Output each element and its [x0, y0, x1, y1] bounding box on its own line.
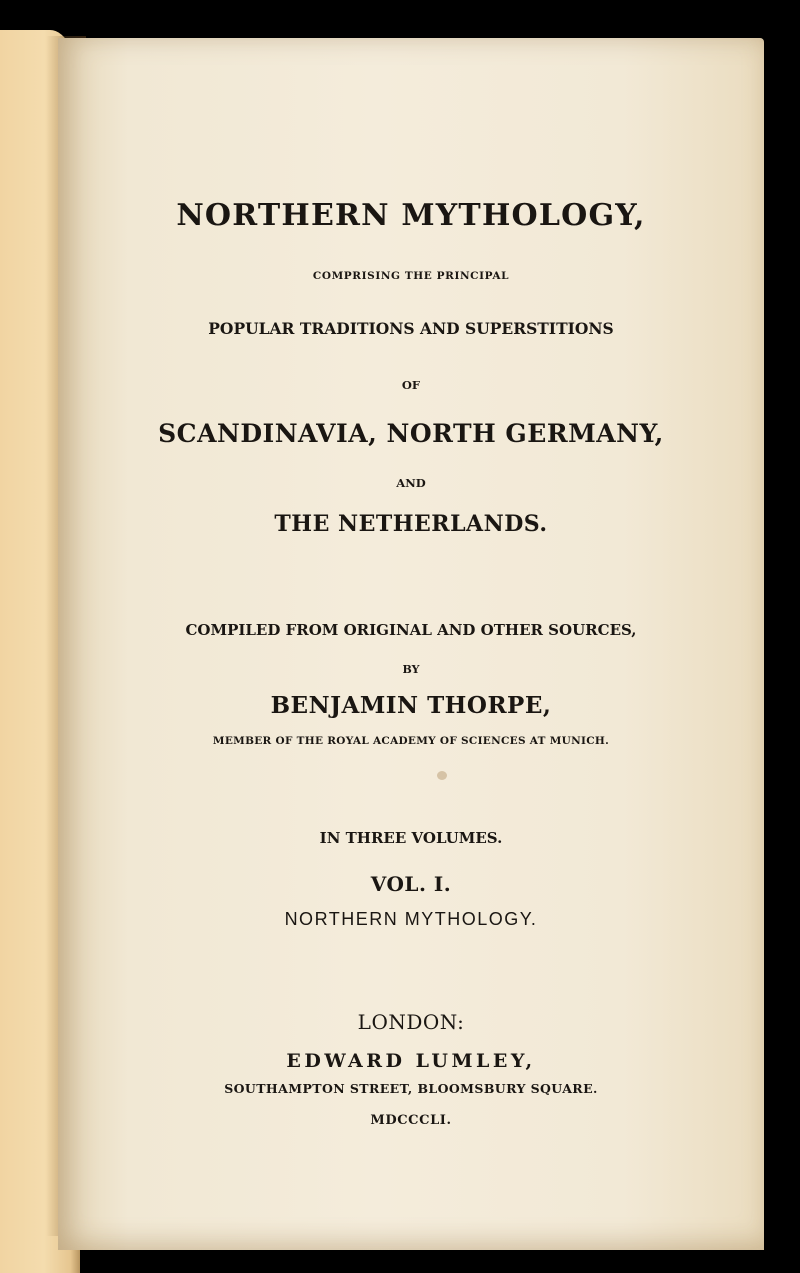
publisher-address: SOUTHAMPTON STREET, BLOOMSBURY SQUARE.: [224, 1081, 598, 1096]
by-text: BY: [402, 663, 420, 676]
volumes-text: IN THREE VOLUMES.: [319, 829, 503, 847]
publication-city: LONDON:: [357, 1010, 465, 1034]
regions-line-2: THE NETHERLANDS.: [274, 511, 548, 537]
volume-number: VOL. I.: [370, 872, 452, 896]
subtitle: POPULAR TRADITIONS AND SUPERSTITIONS: [208, 319, 614, 338]
publication-year: MDCCCLI.: [370, 1113, 452, 1128]
and-text: AND: [396, 476, 426, 490]
title-page: [58, 38, 764, 1250]
volume-title: NORTHERN MYTHOLOGY.: [284, 909, 538, 929]
author-affiliation: MEMBER OF THE ROYAL ACADEMY OF SCIENCES AT MUNICH.: [212, 735, 610, 747]
foxing-spot: [437, 771, 447, 780]
regions-line-1: SCANDINAVIA, NORTH GERMANY,: [158, 419, 664, 448]
of-text: OF: [401, 378, 421, 392]
author-name: BENJAMIN THORPE,: [270, 692, 552, 719]
comprising-text: COMPRISING THE PRINCIPAL: [312, 270, 510, 282]
compiled-text: COMPILED FROM ORIGINAL AND OTHER SOURCES,: [185, 621, 637, 639]
publisher-name: EDWARD LUMLEY,: [286, 1050, 536, 1072]
book-title: NORTHERN MYTHOLOGY,: [176, 198, 646, 233]
